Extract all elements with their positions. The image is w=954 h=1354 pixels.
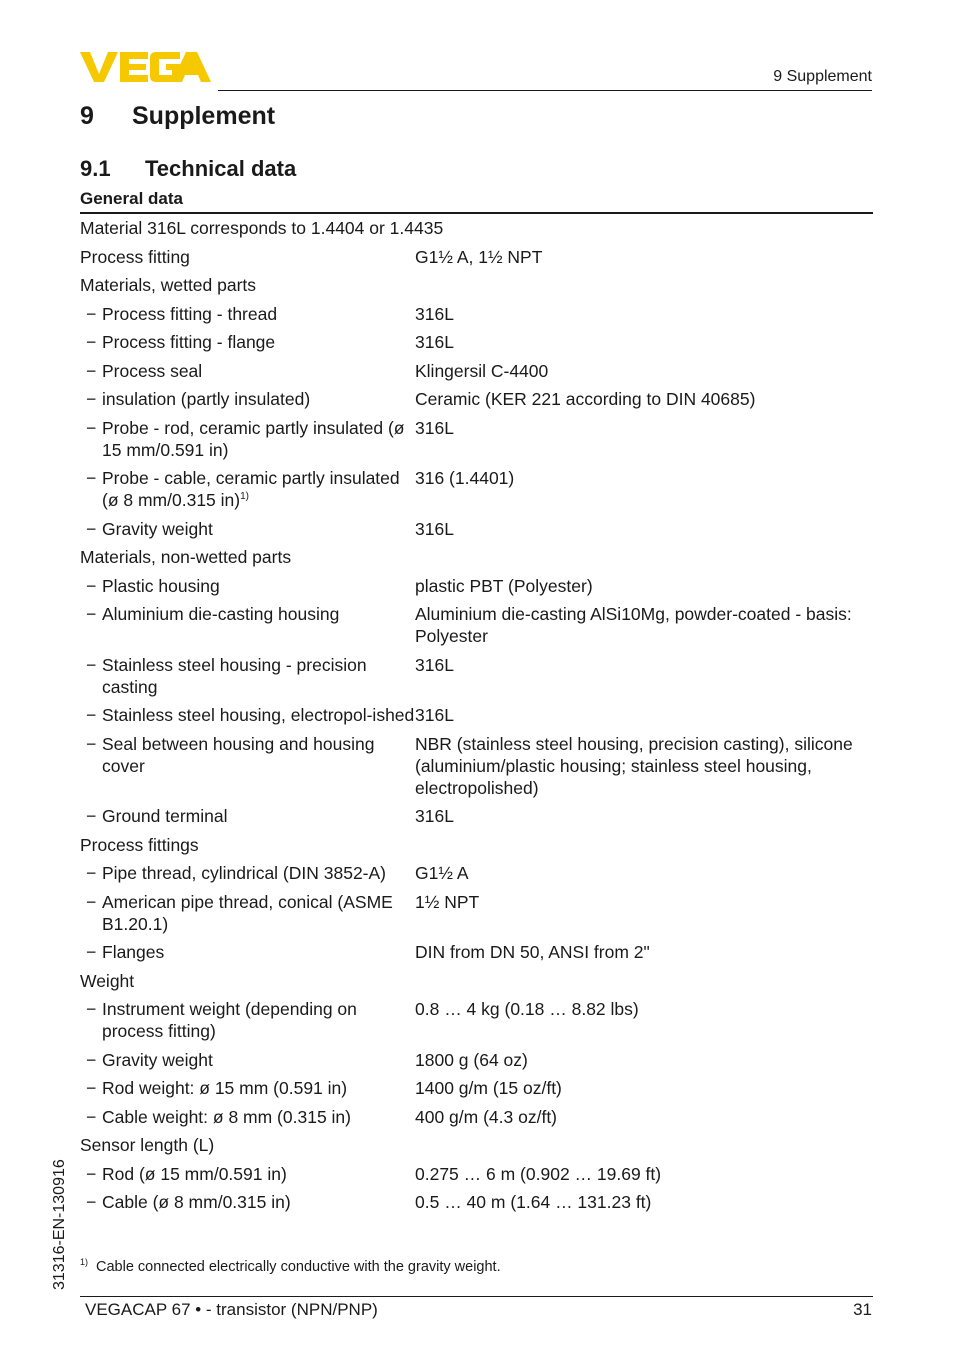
row-label-text: Plastic housing (102, 575, 220, 596)
row-label (80, 834, 415, 856)
row-label-text: Sensor length (L) (80, 1135, 215, 1155)
footer-rule (80, 1296, 873, 1297)
row-value: 316L (415, 654, 454, 675)
section-number: 9.1 (80, 156, 111, 181)
table-row (80, 1131, 873, 1160)
row-label-text: Cable (ø 8 mm/0.315 in) (102, 1192, 291, 1212)
row-label-text: Materials, wetted parts (80, 275, 257, 295)
table-row (80, 859, 873, 888)
row-label-text: Process fittings (80, 834, 199, 855)
row-value (415, 970, 873, 992)
row-value: DIN from DN 50, ANSI from 2" (415, 942, 650, 962)
row-label (80, 274, 415, 296)
row-label (80, 1049, 415, 1071)
row-label-text: Rod (ø 15 mm/0.591 in) (102, 1163, 287, 1184)
footnote-reference: 1) (240, 491, 250, 503)
row-label-text: Seal between housing and housing cover (102, 733, 375, 776)
table-row (80, 995, 873, 1046)
table-row (80, 600, 873, 651)
row-value: 316L (415, 518, 454, 539)
vega-logo-graphic (80, 50, 212, 84)
row-value (415, 1134, 873, 1156)
chapter-heading (80, 102, 275, 131)
table-row (80, 938, 873, 967)
section-title: Technical data (145, 156, 297, 181)
row-label (80, 246, 415, 268)
row-value: 316L (415, 806, 454, 826)
group-title: General data (80, 189, 183, 208)
row-label (80, 1191, 415, 1213)
row-label (80, 805, 415, 827)
row-label (80, 360, 415, 382)
table-row (80, 701, 873, 730)
table-row (80, 515, 873, 544)
row-label-text: Process fitting (80, 246, 190, 267)
row-label-text: Probe - cable, ceramic partly insulated (ø 8 mm/0.315 in) (102, 468, 400, 510)
row-label (80, 1134, 415, 1156)
row-value: 316L (415, 303, 454, 324)
chapter-number: 9 (80, 102, 94, 130)
row-label-text: Rod weight: ø 15 mm (0.591 in) (102, 1078, 348, 1098)
row-label (80, 467, 415, 511)
table-row (80, 214, 873, 243)
table-row (80, 543, 873, 572)
row-value: 0.8 … 4 kg (0.18 … 8.82 lbs) (415, 999, 639, 1019)
table-row (80, 414, 873, 465)
table-row (80, 464, 873, 515)
row-label-text: insulation (partly insulated) (102, 389, 311, 409)
table-row (80, 831, 873, 860)
row-label (80, 388, 415, 410)
row-label (80, 704, 415, 726)
row-label-text: Flanges (102, 942, 165, 962)
row-label-text: Materials, non-wetted parts (80, 547, 292, 567)
row-label (80, 518, 415, 540)
row-label (80, 654, 415, 698)
table-row (80, 651, 873, 702)
table-row (80, 1046, 873, 1075)
row-label-text: Gravity weight (102, 1049, 213, 1070)
table-row (80, 271, 873, 300)
table-row (80, 1103, 873, 1132)
row-label-text: Gravity weight (102, 518, 213, 539)
row-label-text: Pipe thread, cylindrical (DIN 3852-A) (102, 863, 387, 883)
row-label-text: Cable weight: ø 8 mm (0.315 in) (102, 1106, 351, 1127)
row-label (80, 733, 415, 799)
row-label (80, 998, 415, 1042)
row-label (80, 546, 415, 568)
row-value: 316L (415, 332, 454, 352)
technical-data-table (80, 214, 873, 1217)
row-label (80, 970, 415, 992)
table-row (80, 1160, 873, 1189)
row-value: 400 g/m (4.3 oz/ft) (415, 1106, 558, 1127)
row-label (80, 417, 415, 461)
row-label (80, 862, 415, 884)
row-label-text: Stainless steel housing - precision casting (102, 654, 367, 697)
row-label-text: Aluminium die-casting housing (102, 604, 340, 624)
table-row (80, 888, 873, 939)
footnote (80, 1257, 501, 1275)
running-header: 9 Supplement (773, 68, 872, 85)
row-label-text: Stainless steel housing, electropol-ished (102, 705, 415, 725)
table-row (80, 328, 873, 357)
table-row (80, 572, 873, 601)
footnote-text: Cable connected electrically conductive with the gravity weight. (96, 1258, 501, 1275)
row-value: Ceramic (KER 221 according to DIN 40685) (415, 389, 756, 409)
row-value: 1½ NPT (415, 891, 480, 912)
row-value: G1½ A (415, 863, 469, 883)
table-row (80, 802, 873, 831)
page-number: 31 (853, 1300, 872, 1319)
row-label-text: Process seal (102, 360, 203, 381)
row-value: 1800 g (64 oz) (415, 1049, 528, 1070)
footer-product: VEGACAP 67 • - transistor (NPN/PNP) (85, 1300, 378, 1319)
table-row (80, 730, 873, 803)
row-value: 0.275 … 6 m (0.902 … 19.69 ft) (415, 1163, 662, 1184)
row-label (80, 1077, 415, 1099)
row-label (80, 1163, 415, 1185)
row-label-text: Probe - rod, ceramic partly insulated (ø 15 mm/0.591 in) (102, 417, 405, 460)
row-label-text: American pipe thread, conical (ASME B1.20.1) (102, 891, 393, 934)
row-label (80, 217, 873, 239)
row-value: Klingersil C-4400 (415, 360, 549, 381)
row-value: 316L (415, 705, 454, 725)
section-heading (80, 156, 296, 182)
row-value: 1400 g/m (15 oz/ft) (415, 1078, 562, 1098)
chapter-title: Supplement (132, 102, 276, 130)
row-label (80, 891, 415, 935)
table-row (80, 385, 873, 414)
table-row (80, 357, 873, 386)
row-label (80, 603, 415, 647)
row-label (80, 575, 415, 597)
row-label-text: Instrument weight (depending on process fitting) (102, 999, 357, 1041)
row-label (80, 303, 415, 325)
row-value: NBR (stainless steel housing, precision casting), silicone (aluminium/plastic housing; stainless steel housing, electropolished) (415, 733, 853, 798)
vega-logo (80, 50, 212, 89)
row-value (415, 546, 873, 568)
row-value: Aluminium die-casting AlSi10Mg, powder-coated - basis: Polyester (415, 604, 852, 646)
row-label-text: Weight (80, 970, 135, 991)
row-label-text: Process fitting - flange (102, 332, 276, 352)
table-row (80, 1074, 873, 1103)
row-label-text: Ground terminal (102, 806, 228, 826)
table-row (80, 1188, 873, 1217)
table-row (80, 967, 873, 996)
document-code: 31316-EN-130916 (51, 1159, 68, 1290)
row-label (80, 1106, 415, 1128)
row-label-text: Material 316L corresponds to 1.4404 or 1.4435 (80, 218, 444, 238)
table-row (80, 300, 873, 329)
row-value: 0.5 … 40 m (1.64 … 131.23 ft) (415, 1192, 652, 1212)
row-value (415, 834, 873, 856)
row-label (80, 331, 415, 353)
row-value: 316L (415, 417, 454, 438)
header-rule (218, 90, 872, 91)
footnote-mark: 1) (80, 1257, 89, 1267)
row-label-text: Process fitting - thread (102, 303, 278, 324)
table-row (80, 243, 873, 272)
row-label (80, 941, 415, 963)
row-value: G1½ A, 1½ NPT (415, 246, 543, 267)
row-value: plastic PBT (Polyester) (415, 575, 593, 596)
row-value (415, 274, 873, 296)
row-value: 316 (1.4401) (415, 468, 515, 488)
